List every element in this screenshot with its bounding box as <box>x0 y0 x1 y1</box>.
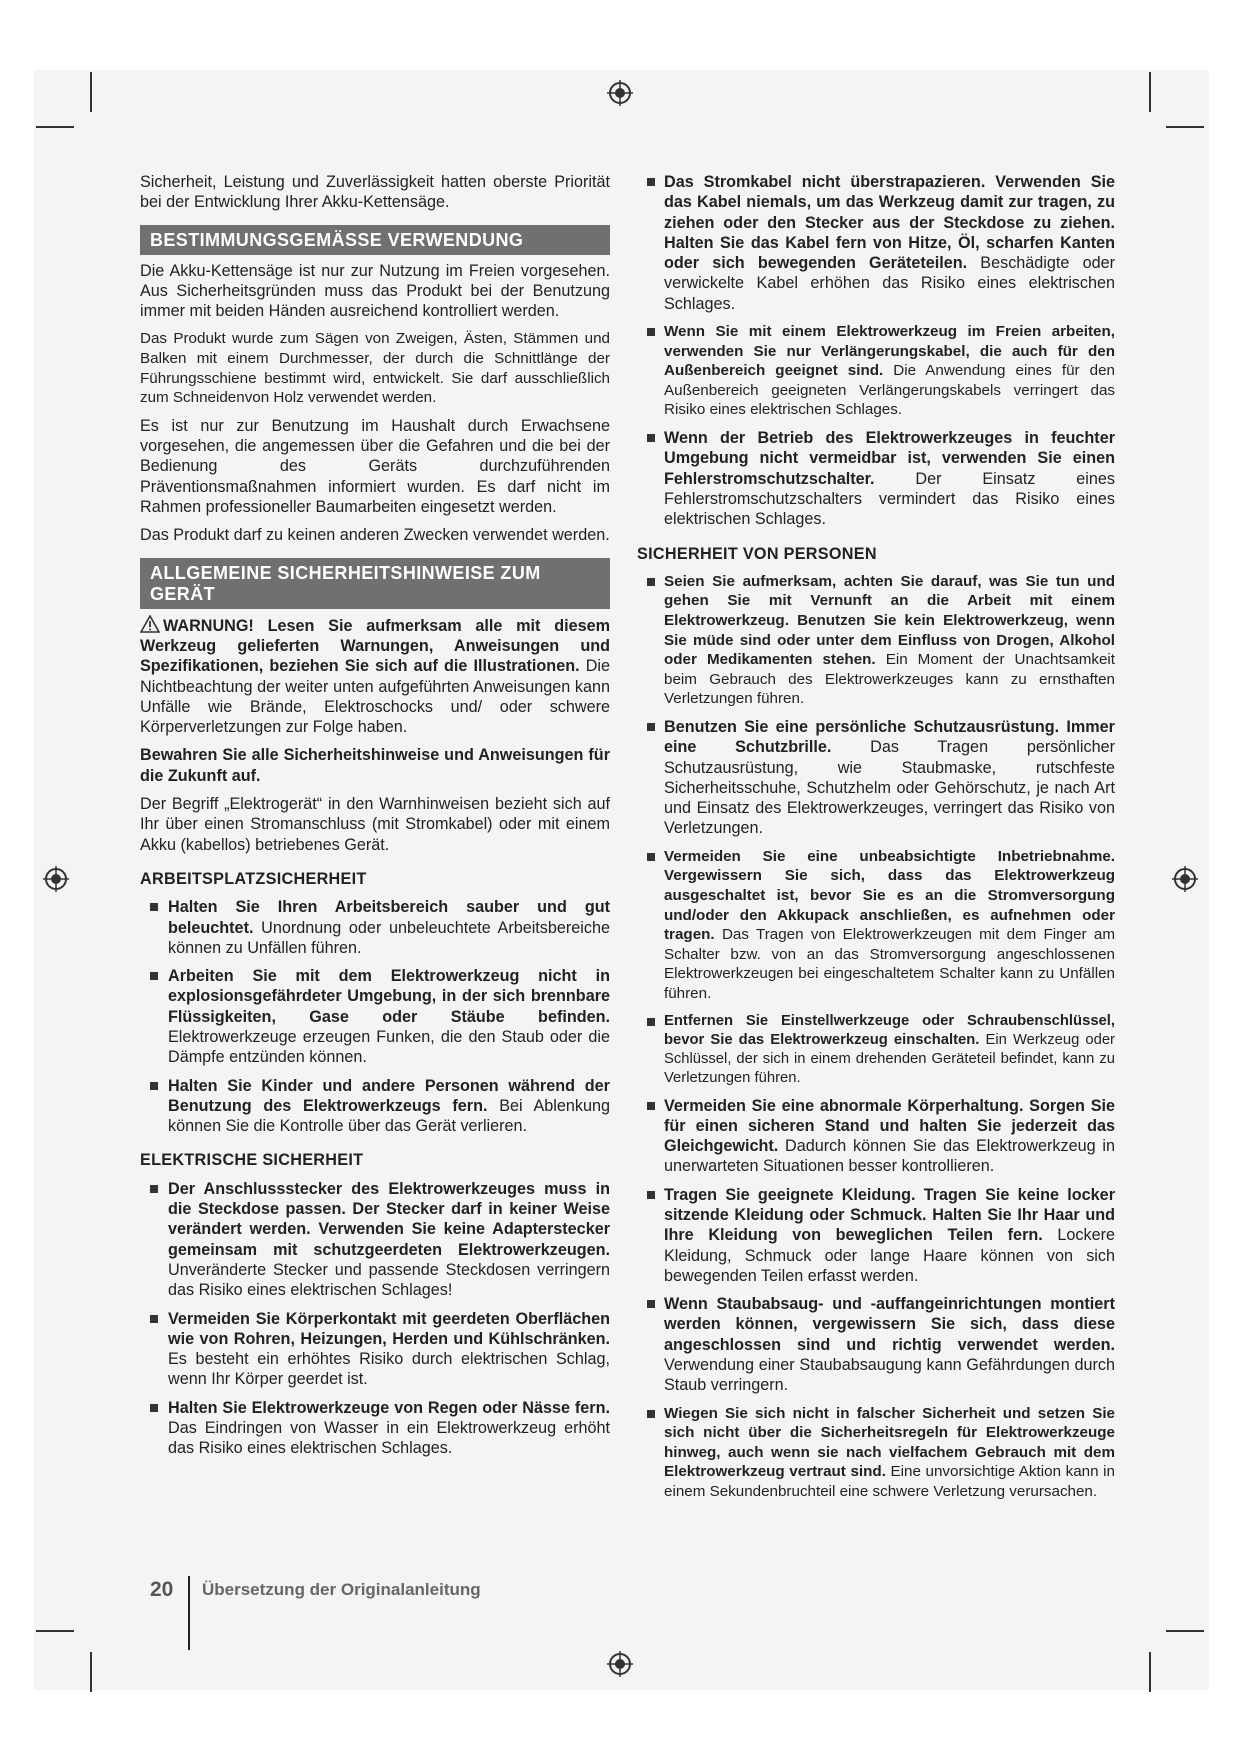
square-bullet-icon <box>647 178 655 186</box>
list-item <box>637 572 1115 709</box>
square-bullet-icon <box>647 1102 655 1110</box>
subheading-electrical: ELEKTRISCHE SICHERHEIT <box>140 1151 364 1170</box>
right-column <box>637 172 1115 1510</box>
item-text: Ein Werkzeug oder Schlüssel, der sich in einem drehenden Geräteteil befindet, kann zu Verletzungen führen. <box>664 1031 1115 1086</box>
square-bullet-icon <box>647 328 655 336</box>
crop-mark <box>1149 1652 1151 1692</box>
item-bold: Benutzen Sie eine persönliche Schutzausrüstung. Immer eine Schutzbrille. <box>664 717 1115 757</box>
crop-mark <box>36 126 74 128</box>
square-bullet-icon <box>150 903 158 911</box>
item-text: Das Eindringen von Wasser in ein Elektrowerkzeug erhöht das Risiko eines elektrischen Schlages. <box>168 1419 610 1458</box>
item-text: Das Tragen von Elektrowerkzeugen mit dem Finger am Schalter bzw. von an das Stromversorgung angeschlossenen Elektrowerkzeugen bei eingeschaltetem Schalter kann zu Unfällen führen. <box>664 926 1115 1002</box>
item-text: Es besteht ein erhöhtes Risiko durch elektrischen Schlag, wenn Ihr Körper geerdet ist. <box>168 1350 610 1389</box>
section-heading-intended-use: BESTIMMUNGSGEMÄSSE VERWENDUNG <box>140 225 610 255</box>
page-number: 20 <box>150 1578 174 1601</box>
warning-bold-text: WARNUNG! Lesen Sie aufmerksam alle mit diesem Werkzeug gelieferten Warnungen, Anweisungen und Spezifikationen, beziehen Sie sich auf die Illustrationen. <box>140 616 610 676</box>
square-bullet-icon <box>150 1404 158 1412</box>
square-bullet-icon <box>647 853 655 861</box>
paragraph: Der Begriff „Elektrogerät“ in den Warnhinweisen bezieht sich auf Ihr über einen Stromanschluss (mit Stromkabel) oder mit einem Akku (kabellos) betriebenes Gerät. <box>140 795 610 854</box>
list-item <box>140 897 610 958</box>
item-bold: Seien Sie aufmerksam, achten Sie darauf, was Sie tun und gehen Sie mit Vernunft an die Arbeit mit einem Elektrowerkzeug. Benutzen Sie kein Elektrowerkzeug, wenn Sie müde sind oder unter dem Einfluss von Drogen, Alkohol oder Medikamenten stehen. <box>664 572 1115 669</box>
section-heading-general-safety: ALLGEMEINE SICHERHEITSHINWEISE ZUM GERÄT <box>140 558 610 609</box>
item-text: Die Anwendung eines für den Außenbereich geeigneten Verlängerungskabels verringert das Risiko eines elektrischen Schlages. <box>664 362 1115 419</box>
item-bold: Arbeiten Sie mit dem Elektrowerkzeug nicht in explosionsgefährdeter Umgebung, in der sich brennbare Flüssigkeiten, Gase oder Stäube befinden. <box>168 967 610 1026</box>
item-text: Ein Moment der Unachtsamkeit beim Gebrauch des Elektrowerkzeuges kann zu ernsthaften Verletzungen führen. <box>664 651 1115 708</box>
registration-mark-icon <box>41 864 71 894</box>
square-bullet-icon <box>647 578 655 586</box>
item-text: Unordnung oder unbeleuchtete Arbeitsbereiche können zu Unfällen führen. <box>168 918 610 957</box>
square-bullet-icon <box>150 1315 158 1323</box>
keep-instructions-text: Bewahren Sie alle Sicherheitshinweise und Anweisungen für die Zukunft auf. <box>140 746 610 785</box>
registration-mark-icon <box>605 1649 635 1679</box>
item-bold: Tragen Sie geeignete Kleidung. Tragen Sie keine locker sitzende Kleidung oder Schmuck. Halten Sie Ihr Haar und Ihre Kleidung von beweglichen Teilen fern. <box>664 1185 1115 1245</box>
item-text: Dadurch können Sie das Elektrowerkzeug in unerwarteten Situationen besser kontrollieren. <box>664 1137 1115 1176</box>
crop-mark <box>90 72 92 112</box>
warning-triangle-icon <box>140 615 160 633</box>
item-text: Verwendung einer Staubabsaugung kann Gefährdungen durch Staub verringern. <box>664 1356 1115 1395</box>
list-item <box>140 1179 610 1301</box>
list-item <box>140 1076 610 1137</box>
intro-paragraph: Sicherheit, Leistung und Zuverlässigkeit hatten oberste Priorität bei der Entwicklung Ihrer Akku-Kettensäge. <box>140 173 610 212</box>
square-bullet-icon <box>647 1300 655 1308</box>
item-bold: Wenn der Betrieb des Elektrowerkzeuges in feuchter Umgebung nicht vermeidbar ist, verwenden Sie einen Fehlerstromschutzschalter. <box>664 429 1115 488</box>
warning-paragraph <box>140 615 610 738</box>
list-item <box>637 1185 1115 1286</box>
list-item <box>140 966 610 1067</box>
item-bold: Halten Sie Kinder und andere Personen während der Benutzung des Elektrowerkzeugs fern. <box>168 1076 610 1115</box>
item-text: Elektrowerkzeuge erzeugen Funken, die den Staub oder die Dämpfe entzünden können. <box>168 1027 610 1067</box>
footer-label: Übersetzung der Originalanleitung <box>202 1580 481 1599</box>
item-text: Das Tragen persönlicher Schutzausrüstung, wie Staubmaske, rutschfeste Sicherheitsschuhe, Schutzhelm oder Gehörschutz, je nach Art und Einsatz des Elektrowerkzeuges, verringert das Risiko von Verletzungen. <box>664 738 1115 838</box>
crop-mark <box>90 1652 92 1692</box>
item-bold: Der Anschlussstecker des Elektrowerkzeuges muss in die Steckdose passen. Der Stecker darf in keiner Weise verändert werden. Verwenden Sie keine Adapterstecker gemeinsam mit schutzgeerdeten Elektrowerkzeugen. <box>168 1179 610 1259</box>
list-item <box>637 1404 1115 1502</box>
list-item <box>637 428 1115 529</box>
square-bullet-icon <box>150 1082 158 1090</box>
paragraph: Das Produkt wurde zum Sägen von Zweigen, Ästen, Stämmen und Balken mit einem Durchmesser, der durch die Schnittlänge der Führungsschiene bestimmt wird, entwickelt. Sie darf ausschließlich zum Schneidenvon Holz verwendet werden. <box>140 330 610 407</box>
item-bold: Vermeiden Sie eine abnormale Körperhaltung. Sorgen Sie für einen sicheren Stand und halten Sie jederzeit das Gleichgewicht. <box>664 1096 1115 1156</box>
square-bullet-icon <box>647 1018 655 1026</box>
list-item <box>637 847 1115 1004</box>
crop-mark <box>1149 72 1151 112</box>
square-bullet-icon <box>647 434 655 442</box>
page-footer <box>146 1576 646 1650</box>
item-text: Eine unvorsichtige Aktion kann in einem Sekundenbruchteil eine schwere Verletzung verursachen. <box>664 1463 1115 1501</box>
paragraph: Die Akku-Kettensäge ist nur zur Nutzung im Freien vorgesehen. Aus Sicherheitsgründen muss das Produkt bei der Benutzung immer mit beiden Händen ausreichend kontrolliert werden. <box>140 261 610 321</box>
paragraph: Es ist nur zur Benutzung im Haushalt durch Erwachsene vorgesehen, die angemessen über die Gefahren und die bei der Bedienung des Geräts durchzuführenden Präventionsmaßnahmen informiert wurden. Es darf nicht im Rahmen professioneller Baumarbeiten eingesetzt werden. <box>140 416 610 517</box>
item-bold: Entfernen Sie Einstellwerkzeuge oder Schraubenschlüssel, bevor Sie das Elektrowerkzeug einschalten. <box>664 1012 1115 1048</box>
item-bold: Vermeiden Sie eine unbeabsichtigte Inbetriebnahme. Vergewissern Sie sich, dass das Elektrowerkzeug ausgeschaltet ist, bevor Sie es an die Stromversorgung und/oder den Akkupack anschließen, es aufnehmen oder tragen. <box>664 847 1115 944</box>
subheading-personal-safety: SICHERHEIT VON PERSONEN <box>637 544 877 563</box>
item-bold: Halten Sie Elektrowerkzeuge von Regen oder Nässe fern. <box>168 1398 610 1417</box>
list-item <box>637 717 1115 839</box>
crop-mark <box>1166 1630 1204 1632</box>
list-item <box>637 1012 1115 1088</box>
list-item <box>637 172 1115 314</box>
left-column <box>140 172 610 1467</box>
item-bold: Wenn Staubabsaug- und -auffangeinrichtungen montiert werden können, vergewissern Sie sich, dass diese angeschlossen sind und richtig verwendet werden. <box>664 1295 1115 1354</box>
square-bullet-icon <box>647 1191 655 1199</box>
list-item <box>140 1398 610 1459</box>
item-text: Lockere Kleidung, Schmuck oder lange Haare können von sich bewegenden Teilen erfasst werden. <box>664 1226 1115 1285</box>
square-bullet-icon <box>647 723 655 731</box>
item-text: Bei Ablenkung können Sie die Kontrolle über das Gerät verlieren. <box>168 1096 610 1136</box>
square-bullet-icon <box>150 1185 158 1193</box>
subheading-workplace: ARBEITSPLATZSICHERHEIT <box>140 869 367 888</box>
footer-divider <box>188 1576 190 1650</box>
registration-mark-icon <box>605 78 635 108</box>
keep-instructions <box>140 745 610 786</box>
square-bullet-icon <box>150 972 158 980</box>
crop-mark <box>36 1630 74 1632</box>
crop-mark <box>1166 126 1204 128</box>
registration-mark-icon <box>1170 864 1200 894</box>
square-bullet-icon <box>647 1410 655 1418</box>
item-bold: Vermeiden Sie Körperkontakt mit geerdeten Oberflächen wie von Rohren, Heizungen, Herden und Kühlschränken. <box>168 1309 610 1348</box>
list-item <box>637 322 1115 420</box>
item-text: Der Einsatz eines Fehlerstromschutzschalters vermindert das Risiko eines elektrischen Schlages. <box>664 469 1115 529</box>
item-bold: Wenn Sie mit einem Elektrowerkzeug im Freien arbeiten, verwenden Sie nur Verlängerungskabel, die auch für den Außenbereich geeignet sind. <box>664 323 1115 380</box>
warning-text: Die Nichtbeachtung der weiter unten aufgeführten Anweisungen kann Unfälle wie Brände, Elektroschocks und/ oder schwere Körperverletzungen zur Folge haben. <box>140 657 610 737</box>
item-bold: Halten Sie Ihren Arbeitsbereich sauber und gut beleuchtet. <box>168 898 610 937</box>
list-item <box>140 1309 610 1390</box>
list-item <box>637 1096 1115 1177</box>
list-item <box>637 1294 1115 1395</box>
paragraph: Das Produkt darf zu keinen anderen Zwecken verwendet werden. <box>140 526 610 545</box>
item-bold: Das Stromkabel nicht überstrapazieren. Verwenden Sie das Kabel niemals, um das Werkzeug damit zur tragen, zu ziehen oder den Stecker aus der Steckdose zu ziehen. Halten Sie das Kabel fern von Hitze, Öl, scharfen Kanten oder sich bewegenden Geräteteilen. <box>664 173 1115 273</box>
item-text: Beschädigte oder verwickelte Kabel erhöhen das Risiko eines elektrischen Schlages. <box>664 254 1115 313</box>
item-text: Unveränderte Stecker und passende Steckdosen verringern das Risiko eines elektrischen Schlages! <box>168 1260 610 1300</box>
item-bold: Wiegen Sie sich nicht in falscher Sicherheit und setzen Sie sich nicht über die Sicherheitsregeln für Elektrowerkzeuge hinweg, auch wenn sie nach vielfachem Gebrauch mit dem Elektrowerkzeug vertraut sind. <box>664 1404 1115 1481</box>
